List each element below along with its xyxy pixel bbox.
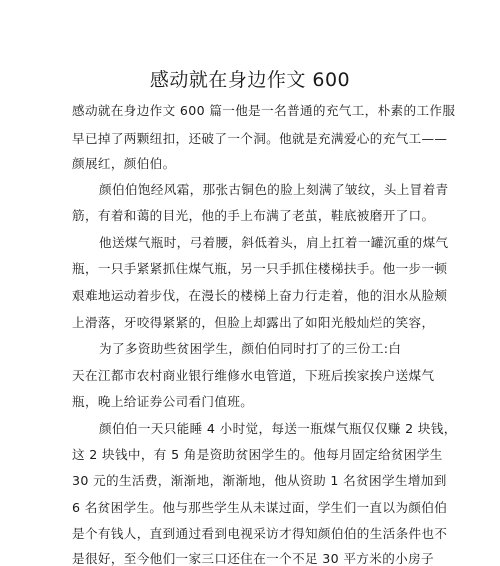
text-line: 是个有钱人，直到通过看到电视采访才得知颜伯伯的生活条件也不 bbox=[72, 526, 448, 541]
text-line: 颜展红，颜伯伯。 bbox=[72, 156, 176, 171]
text-line: 上滑落，牙咬得紧紧的，但脸上却露出了如阳光般灿烂的笑容， bbox=[72, 315, 435, 330]
text-line: 瓶，一只手紧紧抓住煤气瓶，另一只手抓住楼梯扶手。他一步一顿 bbox=[72, 261, 448, 276]
text-line: 筋，有着和蔼的目光，他的手上布满了老茧，鞋底被磨开了口。 bbox=[72, 208, 435, 223]
text-line: 他送煤气瓶时，弓着腰，斜低着头，肩上扛着一罐沉重的煤气 bbox=[99, 235, 449, 250]
text-line: 30 元的生活费，渐渐地，渐渐地，他从资助 1 名贫困学生增加到 bbox=[72, 473, 447, 488]
text-line: 早已掉了两颗纽扣，还破了一个洞。他就是充满爱心的充气工—— bbox=[72, 131, 448, 146]
text-line: 艰难地运动着步伐，在漫长的楼梯上奋力行走着，他的泪水从脸颊 bbox=[72, 288, 448, 303]
text-line: 为了多资助些贫困学生，颜伯伯同时打了的三份工:白 bbox=[99, 341, 402, 356]
text-line: 颜伯伯饱经风霜，那张古铜色的脸上刻满了皱纹，头上冒着青 bbox=[99, 182, 449, 197]
article-title: 感动就在身边作文 600 bbox=[149, 69, 351, 91]
text-line: 天在江都市农村商业银行维修水电管道，下班后挨家挨户送煤气 bbox=[72, 368, 435, 383]
text-line: 这 2 块钱中，有 5 角是资助贫困学生的。他每月固定给贫困学生 bbox=[72, 447, 443, 462]
text-line: 瓶，晚上给证券公司看门值班。 bbox=[72, 394, 254, 409]
text-line: 6 名贫困学生。他与那些学生从未谋过面，学生们一直以为颜伯伯 bbox=[72, 500, 448, 515]
text-line: 是很好，至今他们一家三口还住在一个不足 30 平方米的小房子 bbox=[72, 551, 434, 566]
text-line: 颜伯伯一天只能睡 4 小时觉，每送一瓶煤气瓶仅仅赚 2 块钱， bbox=[99, 421, 457, 436]
text-line: 感动就在身边作文 600 篇一他是一名普通的充气工，朴素的工作服 bbox=[72, 103, 456, 118]
